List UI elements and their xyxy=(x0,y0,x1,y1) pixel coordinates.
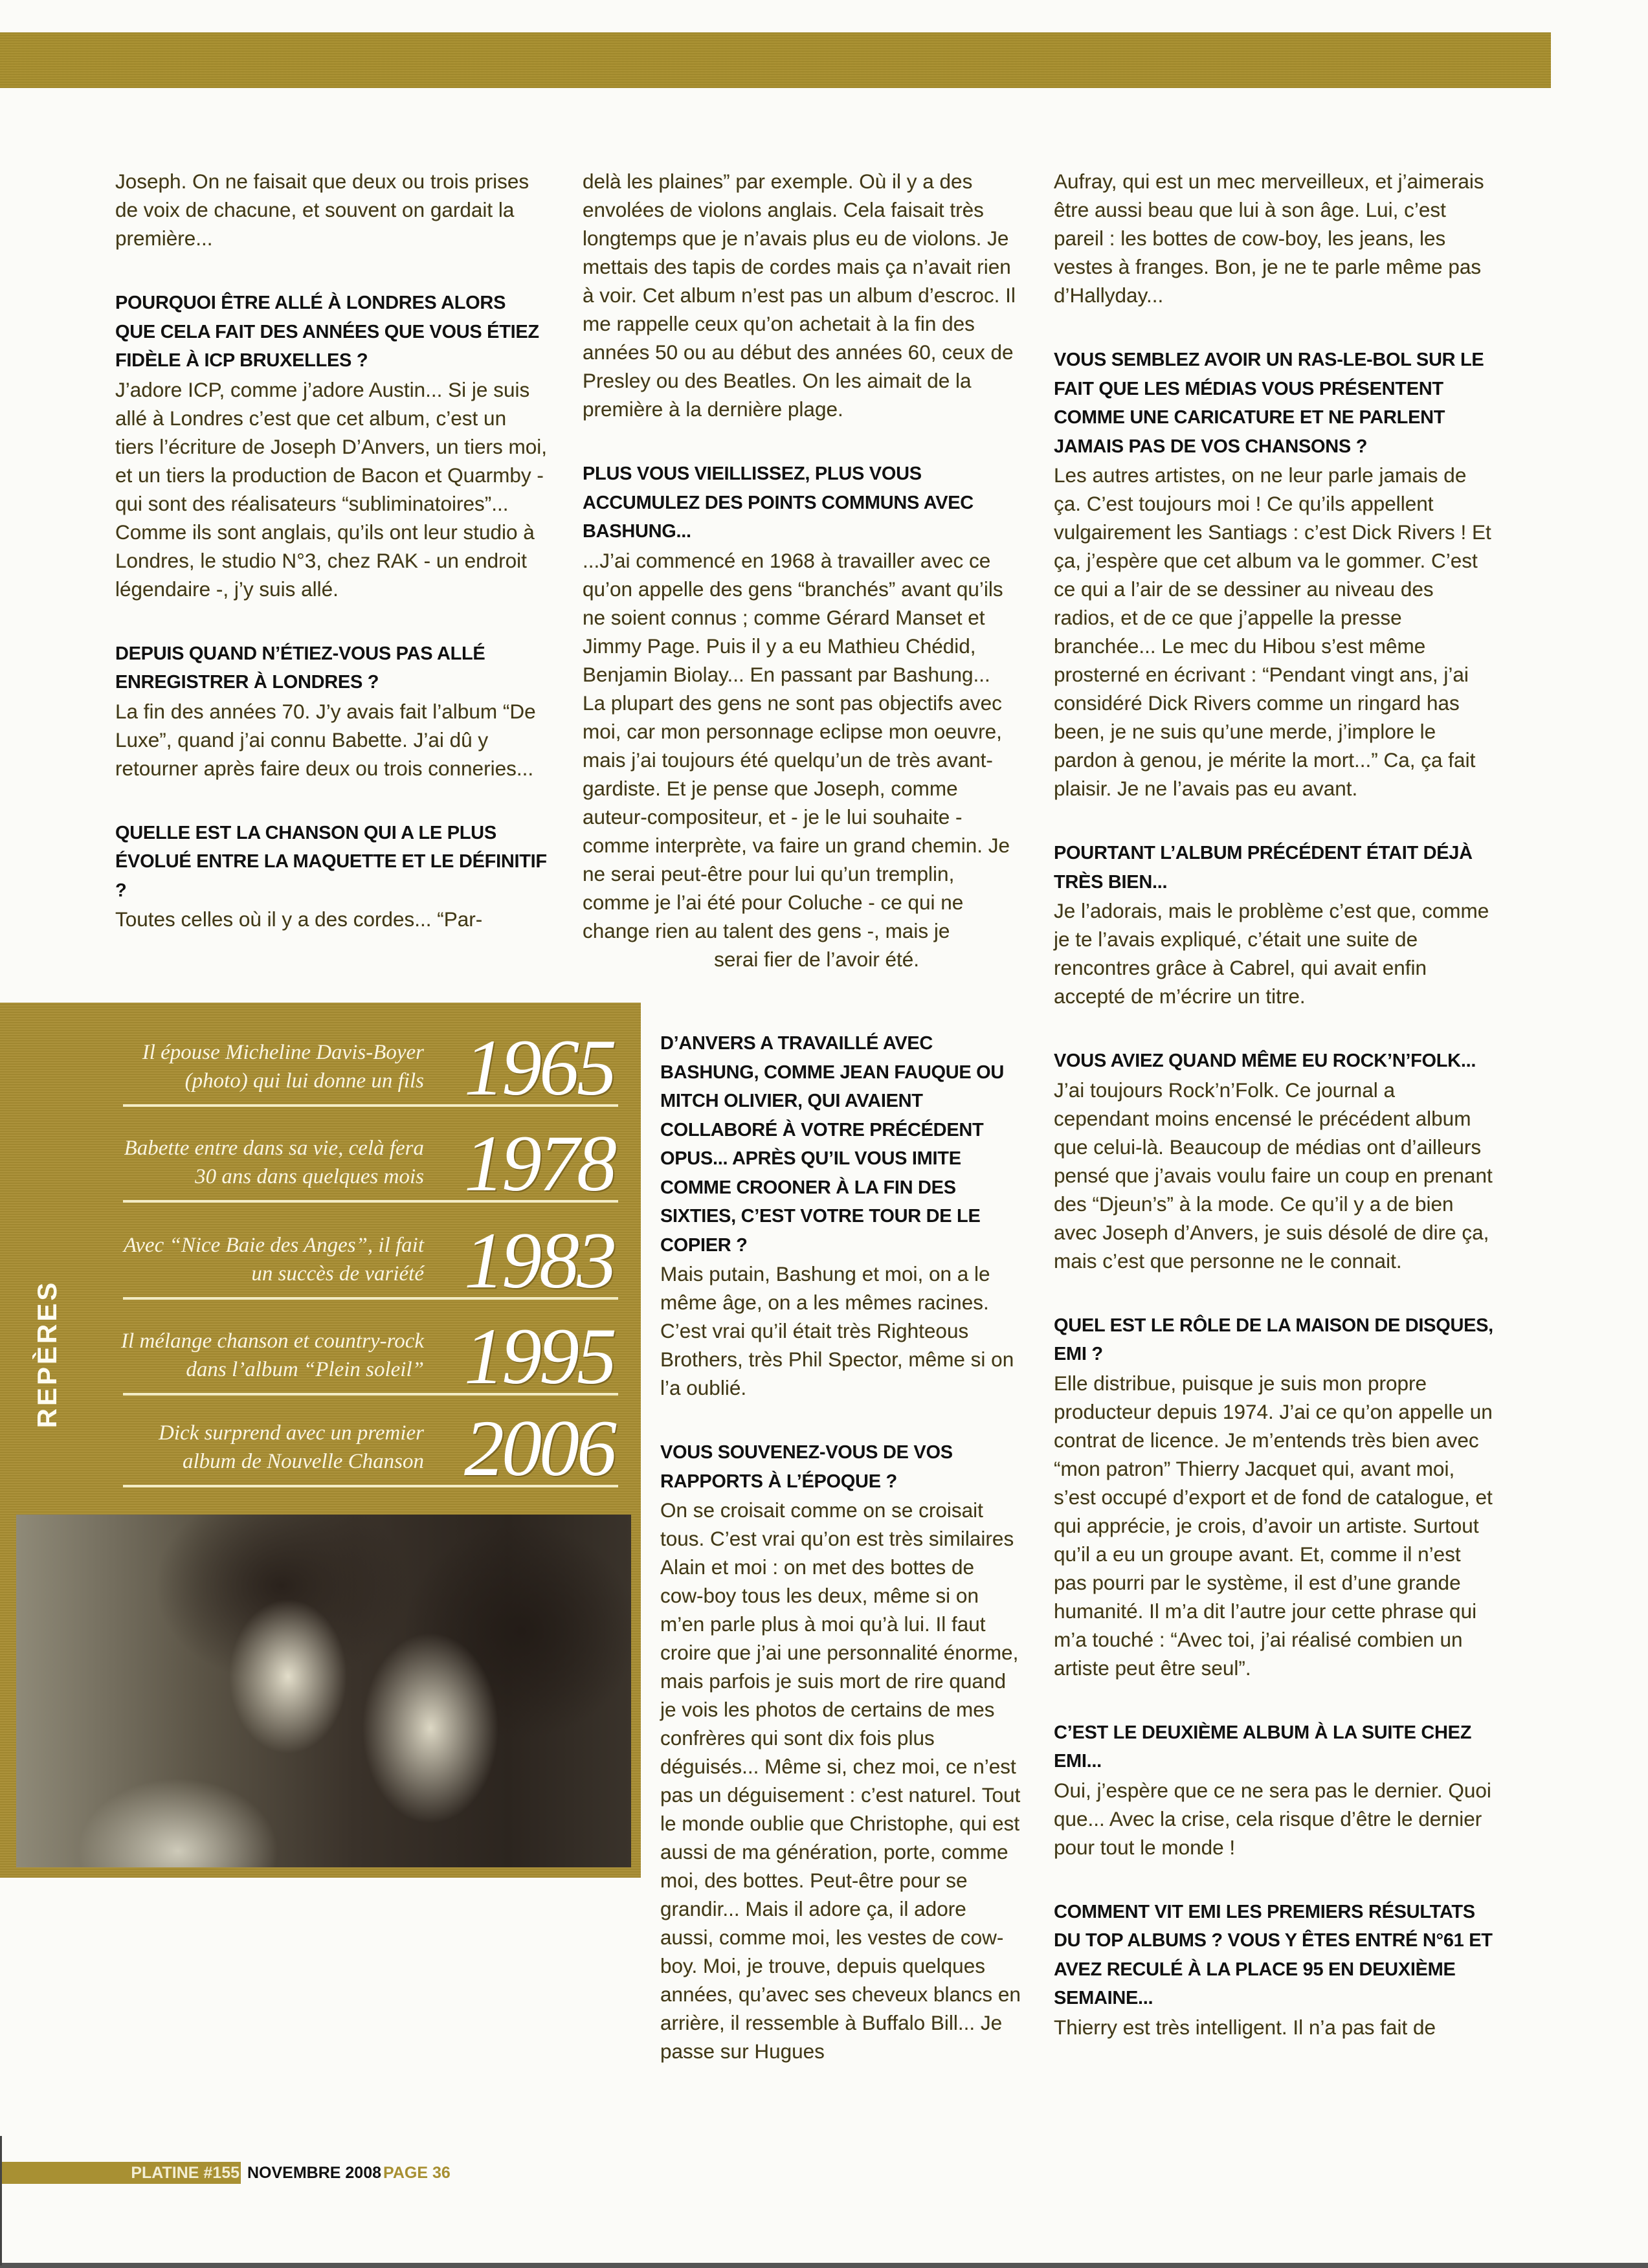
column-1-intro: Joseph. On ne faisait que deux ou trois prises de voix de chacune, et souvent on gardait la première... xyxy=(115,170,529,250)
answer: Mais putain, Bashung et moi, on a le même âge, on a les mêmes racines. C’est vrai qu’il était très Righteous Brothers, très Phil Spector, même si on l’a oublié. xyxy=(660,1262,1014,1399)
question: VOUS SOUVENEZ-VOUS DE VOS RAPPORTS À L’ÉPOQUE ? xyxy=(660,1442,953,1492)
timeline-year: 1978 xyxy=(464,1119,614,1208)
question: QUELLE EST LA CHANSON QUI A LE PLUS ÉVOLUÉ ENTRE LA MAQUETTE ET LE DÉFINITIF ? xyxy=(115,822,547,901)
answer-last-line: serai fier de l’avoir été. xyxy=(714,947,919,971)
answer: Les autres artistes, on ne leur parle jamais de ça. C’est toujours moi ! Ce qu’ils appellent vulgairement les Santiags : c’est Dick Rivers ! Et ça, j’espère que cet album va le gommer. C’est ce qui a l’air de se dessiner au niveau des radios, et de ce que j’appelle la presse branchée... Le mec du Hibou s’est même prosterné en écrivant : “Pendant vingt ans, j’ai considéré Dick Rivers comme un ringard has been, je ne suis qu’une merde, j’implore le pardon à genou, je mérite la mort...” Ca, ça fait plaisir. Je ne l’avais pas eu avant. xyxy=(1054,463,1491,800)
answer: ...J’ai commencé en 1968 à travailler avec ce qu’on appelle des gens “branchés” avant qu’ils ne soient connus ; comme Gérard Manset et Jimmy Page. Puis il y a eu Mathieu Chédid, Benjamin Biolay... En passant par Bashung... La plupart des gens ne sont pas objectifs avec moi, car mon personnage eclipse mon oeuvre, mais j’ai toujours été quelqu’un de très avant-gardiste. Et je pense que Joseph, comme auteur-compositeur, et - je le lui souhaite - comme interprète, va faire un grand chemin. Je ne serai peut-être pour lui qu’un tremplin, comme je l’ai été pour Coluche - ce qui ne change rien au talent des gens -, mais je xyxy=(583,548,1010,942)
question: POURQUOI ÊTRE ALLÉ À LONDRES ALORS QUE CELA FAIT DES ANNÉES QUE VOUS ÉTIEZ FIDÈLE À ICP BRUXELLES ? xyxy=(115,293,539,371)
reperes-title-text: REPÈRES xyxy=(32,1280,62,1429)
timeline-description: Il épouse Micheline Davis-Boyer (photo) qui lui donne un fils xyxy=(142,1041,424,1093)
timeline-year: 1995 xyxy=(464,1312,614,1401)
answer: Oui, j’espère que ce ne sera pas le dernier. Quoi que... Avec la crise, cela risque d’être le dernier pour tout le monde ! xyxy=(1054,1778,1491,1859)
question: COMMENT VIT EMI LES PREMIERS RÉSULTATS DU TOP ALBUMS ? VOUS Y ÊTES ENTRÉ N°61 ET AVEZ RECULÉ À LA PLACE 95 EN DEUXIÈME SEMAINE... xyxy=(1054,1901,1493,2008)
question: VOUS AVIEZ QUAND MÊME EU ROCK’N’FOLK... xyxy=(1054,1051,1476,1071)
timeline-year: 1983 xyxy=(464,1216,614,1305)
footer-date: NOVEMBRE 2008 xyxy=(247,2164,382,2182)
question: POURTANT L’ALBUM PRÉCÉDENT ÉTAIT DÉJÀ TRÈS BIEN... xyxy=(1054,843,1473,893)
timeline-description: Babette entre dans sa vie, celà fera 30 ans dans quelques mois xyxy=(124,1137,424,1188)
timeline-year: 2006 xyxy=(464,1404,614,1493)
timeline-item xyxy=(123,1216,618,1305)
scan-edge-shadow xyxy=(0,2263,1648,2268)
timeline-item xyxy=(123,1023,618,1112)
question: DEPUIS QUAND N’ÉTIEZ-VOUS PAS ALLÉ ENREGISTRER À LONDRES ? xyxy=(115,643,485,693)
couple-photo xyxy=(16,1515,631,1867)
answer: La fin des années 70. J’y avais fait l’album “De Luxe”, quand j’ai connu Babette. J’ai dû y retourner après faire deux ou trois conneries... xyxy=(115,699,536,780)
timeline-description: Il mélange chanson et country-rock dans l’album “Plein soleil” xyxy=(121,1329,424,1381)
article-column-2-top xyxy=(583,167,1016,973)
article-column-2-bottom xyxy=(660,1029,1023,2065)
timeline-description: Avec “Nice Baie des Anges”, il fait un succès de variété xyxy=(123,1234,424,1285)
answer: Toutes celles où il y a des cordes... “Par- xyxy=(115,907,483,931)
answer: Thierry est très intelligent. Il n’a pas fait de xyxy=(1054,2015,1436,2039)
reperes-title xyxy=(31,1280,63,1429)
footer-page-number: PAGE 36 xyxy=(383,2164,451,2182)
answer: Je l’adorais, mais le problème c’est que, comme je te l’avais expliqué, c’était une suite de rencontres grâce à Cabrel, qui avait enfin accepté de m’écrire un titre. xyxy=(1054,899,1489,1008)
scan-edge-line xyxy=(0,2136,2,2265)
timeline-item xyxy=(123,1119,618,1208)
header-gold-band xyxy=(0,32,1551,88)
column-2-intro: delà les plaines” par exemple. Où il y a des envolées de violons anglais. Cela faisait très longtemps que je n’avais plus eu de violons. Je mettais des tapis de cordes mais ça n’avait rien à voir. Cet album n’est pas un album d’escroc. Il me rappelle ceux qu’on achetait à la fin des années 50 ou au début des années 60, ceux de Presley ou des Beatles. On les aimait de la première à la dernière plage. xyxy=(583,170,1016,421)
question: VOUS SEMBLEZ AVOIR UN RAS-LE-BOL SUR LE FAIT QUE LES MÉDIAS VOUS PRÉSENTENT COMME UNE CARICATURE ET NE PARLENT JAMAIS PAS DE VOS CHANSONS ? xyxy=(1054,350,1484,457)
answer: J’ai toujours Rock’n’Folk. Ce journal a cependant moins encensé le précédent album que celui-là. Beaucoup de médias ont d’ailleurs pensé que j’avais voulu faire un coup en prenant des “Djeun’s” à la mode. Ce qu’il y a de bien avec Joseph d’Anvers, je suis désolé de dire ça, mais c’est que personne ne le connait. xyxy=(1054,1078,1493,1273)
article-column-1 xyxy=(115,167,548,933)
timeline-description: Dick surprend avec un premier album de Nouvelle Chanson xyxy=(159,1421,424,1473)
answer: On se croisait comme on se croisait tous. C’est vrai qu’on est très similaires Alain et moi : on met des bottes de cow-boy tous les deux, même si on m’en parle plus à moi qu’à lui. Il faut croire que j’ai une personnalité énorme, mais parfois je suis mort de rire quand je vois les photos de certains de mes confrères qui sont dix fois plus déguisés... Même si, chez moi, ce n’est pas un déguisement : c’est naturel. Tout le monde oublie que Christophe, qui est aussi de ma génération, porte, comme moi, des bottes. Peut-être pour se grandir... Mais il adore ça, il adore aussi, comme moi, les vestes de cow-boy. Moi, je trouve, depuis quelques années, qu’avec ses cheveux blancs en arrière, il ressemble à Buffalo Bill... Je passe sur Hugues xyxy=(660,1498,1021,2063)
column-3-intro: Aufray, qui est un mec merveilleux, et j’aimerais être aussi beau que lui à son âge. Lui, c’est pareil : les bottes de cow-boy, les jeans, les vestes à franges. Bon, je ne te parle même pas d’Hallyday... xyxy=(1054,170,1484,307)
question: D’ANVERS A TRAVAILLÉ AVEC BASHUNG, COMME JEAN FAUQUE OU MITCH OLIVIER, QUI AVAIENT COLLABORÉ À VOTRE PRÉCÉDENT OPUS... APRÈS QU’IL VOUS IMITE COMME CROONER À LA FIN DES SIXTIES, C’EST VOTRE TOUR DE LE COPIER ? xyxy=(660,1033,1005,1256)
question: PLUS VOUS VIEILLISSEZ, PLUS VOUS ACCUMULEZ DES POINTS COMMUNS AVEC BASHUNG... xyxy=(583,463,974,542)
timeline-year: 1965 xyxy=(464,1023,614,1112)
article-column-3 xyxy=(1054,167,1494,2041)
timeline-item xyxy=(121,1312,618,1401)
timeline-item xyxy=(123,1404,618,1493)
answer: J’adore ICP, comme j’adore Austin... Si je suis allé à Londres c’est que cet album, c’est un tiers l’écriture de Joseph D’Anvers, un tiers moi, et un tiers la production de Bacon et Quarmby - qui sont des réalisateurs “subliminatoires”... Comme ils sont anglais, qu’ils ont leur studio à Londres, le studio N°3, chez RAK - un endroit légendaire -, j’y suis allé. xyxy=(115,377,548,601)
question: QUEL EST LE RÔLE DE LA MAISON DE DISQUES, EMI ? xyxy=(1054,1315,1493,1364)
footer-magazine: PLATINE #155 xyxy=(131,2164,239,2182)
answer: Elle distribue, puisque je suis mon propre producteur depuis 1974. J’ai ce qu’on appelle un contrat de licence. Je m’entends très bien avec “mon patron” Thierry Jacquet qui, avant moi, s’est occupé d’export et de fond de catalogue, et qui apprécie, je crois, d’avoir un artiste. Surtout qu’il a eu un groupe avant. Et, comme il n’est pas pourri par le système, il est d’une grande humanité. Il m’a dit l’autre jour cette phrase qui m’a touché : “Avec toi, j’ai réalisé combien un artiste peut être seul”. xyxy=(1054,1371,1493,1680)
question: C’EST LE DEUXIÈME ALBUM À LA SUITE CHEZ EMI... xyxy=(1054,1722,1472,1772)
